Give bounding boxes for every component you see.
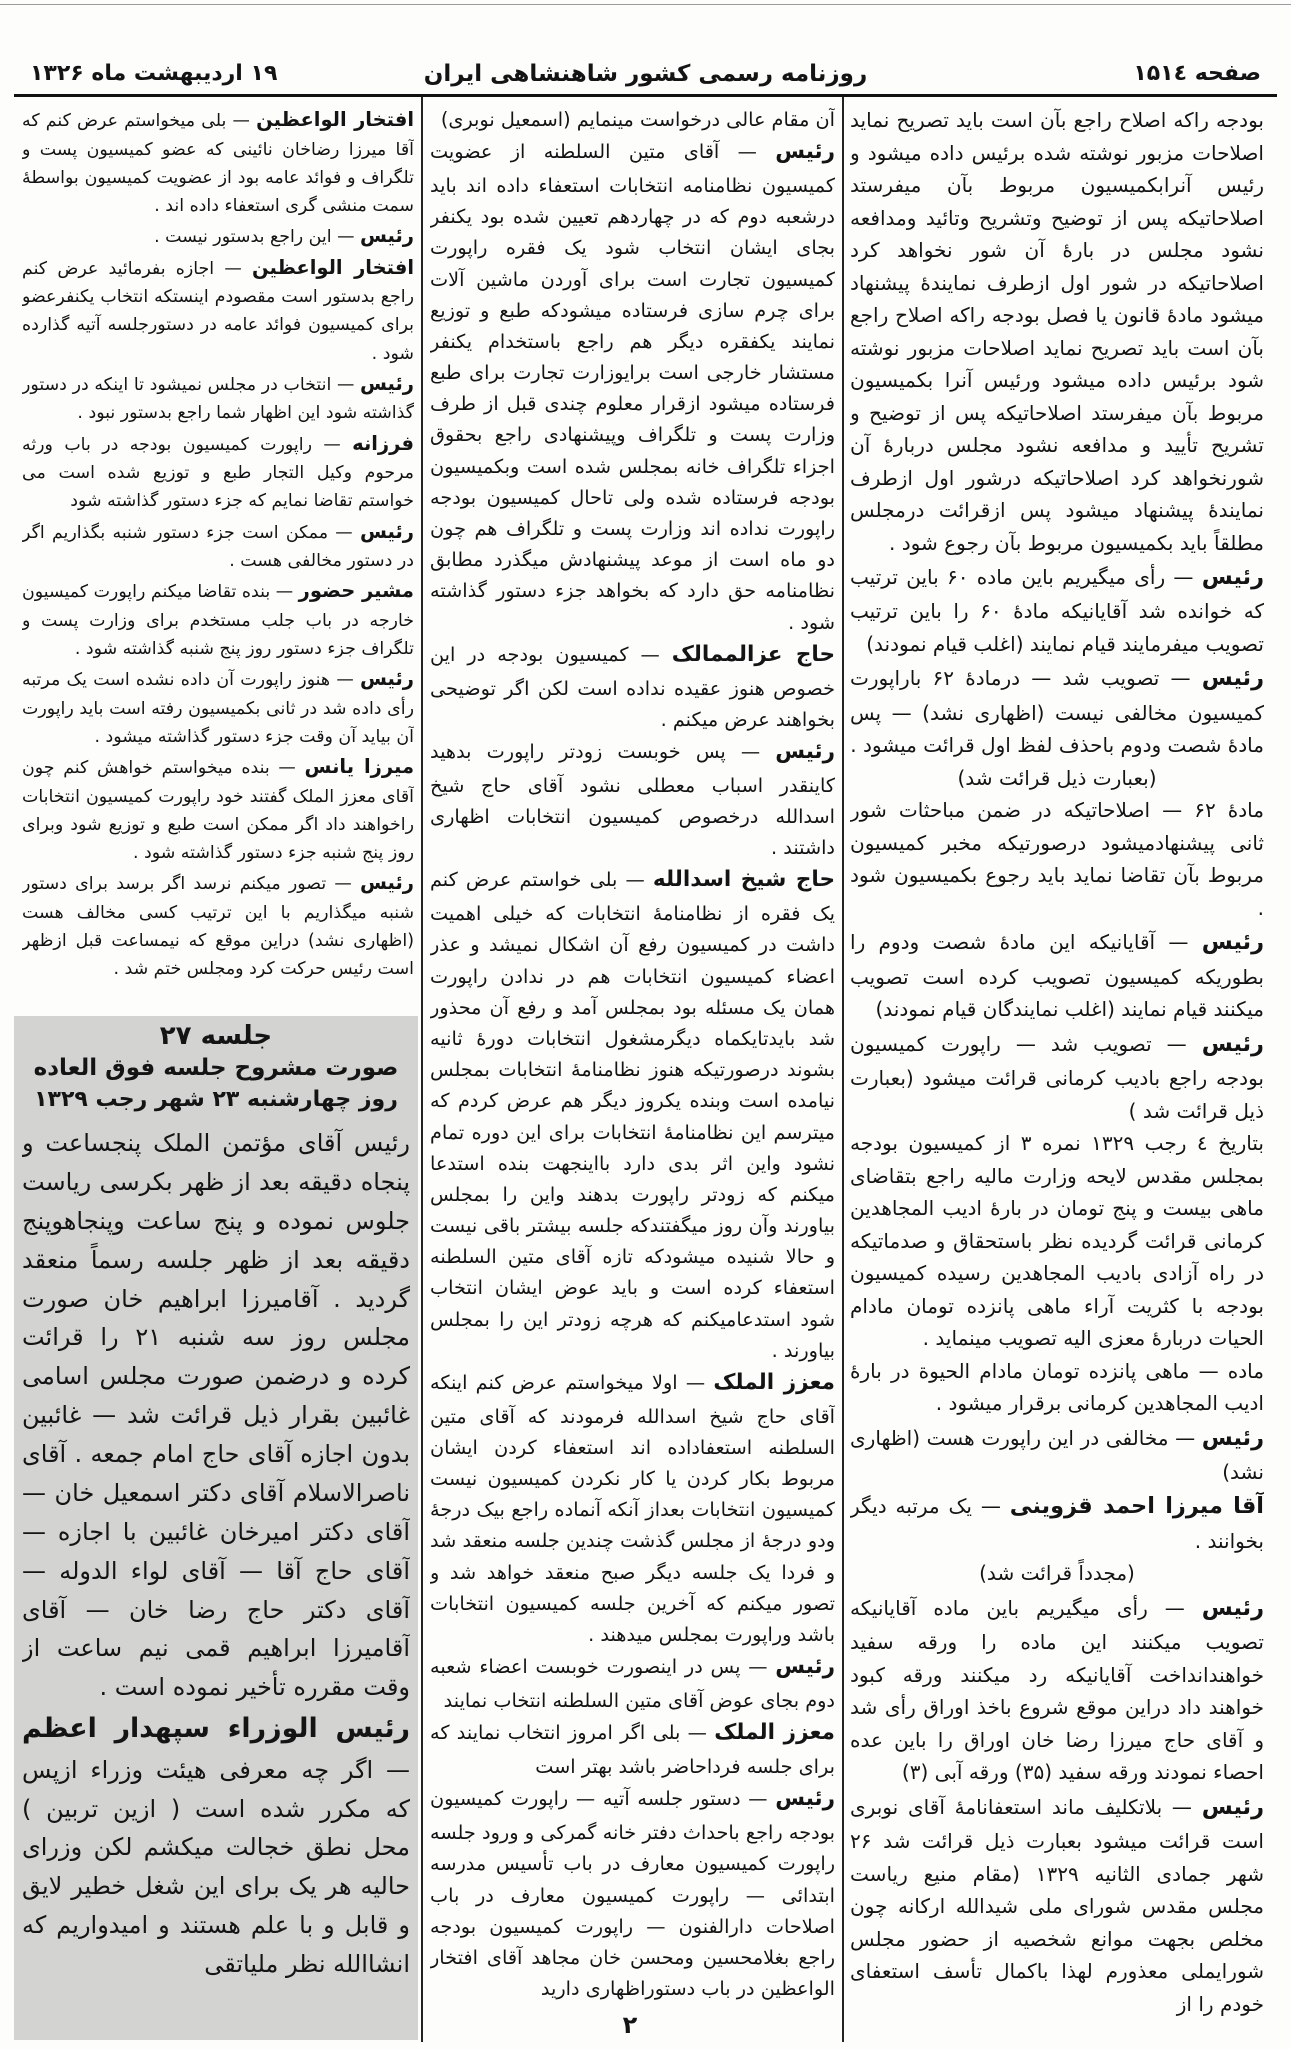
paragraph bbox=[850, 1026, 1264, 1127]
speaker-name: رئیس bbox=[1201, 1793, 1264, 1820]
paragraph-text: — بلی میخواستم عرض کنم که آقا میرزا رضاخان نائینی که عضو کمیسیون پست و تلگراف و فوائد عامه بود از عضویت کمیسیون بواسطهٔ سمت منشی گری استعفاء داده اند . bbox=[22, 111, 414, 216]
column-divider bbox=[421, 97, 423, 2042]
speaker-name: مشیر حضور bbox=[298, 579, 414, 603]
speaker-name: رئیس bbox=[775, 139, 835, 165]
paragraph-text: — تصور میکنم نرسد اگر برسد برای دستور شنبه میگذاریم با این ترتیب کسی مخالف هست (اظهاری نشد) دراین موقع که نیمساعت قبل ازظهر است رئیس حرکت کرد ومجلس ختم شد . bbox=[22, 874, 414, 980]
page-label: صفحه ۱۵۱٤ bbox=[1133, 61, 1261, 86]
speaker-name: رئیس bbox=[775, 1786, 835, 1812]
paragraph-text: — آقایانیکه این مادهٔ شصت ودوم را بطوریکه کمیسیون تصویب کرده است تصویب میکنند قیام نمایند (اغلب نمایندگان قیام نمودند) bbox=[850, 930, 1264, 1022]
paragraph bbox=[430, 135, 835, 638]
paragraph-text: — راپورت کمیسیون بودجه در باب ورثه مرحوم وکیل التجار طبع و توزیع شده است می خواستم تقاضا نمایم که جزء دستور گذاشته شود bbox=[22, 434, 414, 512]
paragraph bbox=[22, 368, 414, 428]
column-divider bbox=[842, 97, 844, 2042]
session-date: روز چهارشنبه ۲۳ شهر رجب ۱۳۲۹ bbox=[34, 1087, 398, 1112]
paragraph-text: — تصویب شد — راپورت کمیسیون بودجه راجع بادیب کرمانی قرائت میشود (بعبارت ذیل قرائت شد ) bbox=[850, 1031, 1264, 1123]
speaker-name: رئیس bbox=[775, 1654, 835, 1680]
paragraph bbox=[22, 252, 414, 368]
paragraph-text: — اولا میخواستم عرض کنم اینکه آقای حاج شیخ اسدالله فرمودند که آقای متین السلطنه استعفاداده اند استعفاء کردن ایشان مربوط بکار کردن یا کار نکردن کمیسیون نیست کمیسیون انتخابات بعداز آنکه آنماده راجع بیک درجهٔ ودو درجهٔ از مجلس گذشت چندین جلسه منعقد شد و فردا یک جلسه دیگر صبح منعقد خواهد شد و تصور میکنم که آخرین جلسه کمیسیون انتخابات باشد وراپورت بمجلس میدهند . bbox=[430, 1370, 835, 1646]
speaker-name: رئیس bbox=[775, 738, 835, 764]
paragraph bbox=[430, 735, 835, 863]
paragraph bbox=[850, 104, 1264, 559]
paragraph-text: — انتخاب در مجلس نمیشود تا اینکه در دستور گذاشته شود این اظهار شما راجع بدستور نبود . bbox=[22, 374, 414, 424]
paragraph bbox=[22, 751, 414, 867]
paragraph-text: مادهٔ ۶۲ — اصلاحاتیکه در ضمن مباحثات شور ثانی پیشنهادمیشود درصورتیکه مخبر کمیسیون مربوط بآن تقاضا نماید باید رجوع بکمیسیون شود . bbox=[850, 798, 1264, 920]
paragraph bbox=[22, 575, 414, 663]
paragraph bbox=[850, 1789, 1264, 2020]
paragraph bbox=[850, 924, 1264, 1025]
paragraph-text: — بلاتکلیف ماند استعفانامهٔ آقای نوبری است قرائت میشود بعبارت ذیل قرائت شد ۲۶ شهر جمادی الثانیه ۱۳۲۹ (مقام منیع ریاست مجلس مقدس شورای ملی شیدالله ارکانه چون مخلص بجهت موانع شخصیه از حضور مجلس شورایملی معذورم لهذا باکمال تأسف استعفای خودم را از bbox=[850, 1794, 1264, 2016]
paragraph bbox=[22, 516, 414, 576]
speaker-name: رئیس bbox=[1201, 929, 1264, 956]
paragraph bbox=[850, 1488, 1264, 1557]
speaker-name: معزز الملک bbox=[713, 1369, 835, 1395]
paragraph-text: — بنده میخواستم خواهش کنم چون آقای معزز الملک گفتند خود راپورت کمیسیون انتخابات راخواهند داد اگر ممکن است طبع و توزیع شود وبرای روز پنج شنبه جزء دستور گذاشته شود . bbox=[22, 758, 414, 864]
paragraph-text: — تصویب شد — درمادهٔ ۶۲ باراپورت کمیسیون مخالفی نیست (اظهاری نشد) — پس مادهٔ شصت ودوم باحذف لفظ اول قرائت میشود . bbox=[850, 666, 1264, 758]
paragraph bbox=[430, 638, 835, 735]
paragraph bbox=[850, 1127, 1264, 1355]
stage-direction bbox=[850, 762, 1264, 795]
paragraph-text: — بنده تقاضا میکنم راپورت کمیسیون خارجه در باب جلب مستخدم برای وزارت پست و تلگراف جزء دستور روز پنج شنبه گذاشته شود . bbox=[22, 582, 414, 659]
paragraph-text: — هنوز راپورت آن داده نشده است یک مرتبه رأی داده شد در ثانی بکمیسیون رفته است باید راپورت آن بیاید آن وقت جزء دستور گذاشته میشود . bbox=[22, 670, 414, 747]
speaker-name: رئیس bbox=[1201, 564, 1264, 590]
session-title: صورت مشروح جلسه فوق العاده bbox=[33, 1055, 399, 1081]
paragraph-text: — بلی اگر امروز انتخاب نمایند که برای جلسه فرداحاضر باشد بهتر است bbox=[430, 1721, 835, 1779]
paragraph-text: (مجدداً قرائت شد) bbox=[979, 1561, 1135, 1586]
session-body bbox=[22, 1124, 410, 2032]
paragraph bbox=[22, 104, 414, 220]
speaker-name: افتخار الواعظین bbox=[256, 108, 414, 131]
paragraph-text: بودجه راکه اصلاح راجع بآن است باید تصریح نماید اصلاحات مزبور نوشته شده برئیس داده میشود و رئیس آنرابکمیسیون مربوط بآن میفرستد اصلاحاتیکه پس از توضیح وتشریح وتائید ومدافعه نشود مجلس در بارهٔ آن شور نخواهد کرد اصلاحاتیکه در شور اول ازطرف نمایندهٔ پیشنهاد میشود مادهٔ قانون یا فصل بودجه راکه اصلاح راجع بآن است باید تصریح نماید اصلاحات مزبور نوشته شود برئیس داده میشود ورئیس آنرا بکمیسیون مربوط بآن میفرستد اصلاحاتیکه پس از توضیح و تشریح تأیید و مدافعه نشود مجلس دربارهٔ آن شورنخواهد کرد اصلاحاتیکه درشور اول ازطرف نمایندهٔ پیشنهاد میشود پس ازقرائت درمجلس مطلقاً باید بکمیسیون مربوط بآن رجوع شود . bbox=[850, 108, 1264, 555]
speaker-name: حاج عزالممالک bbox=[671, 641, 835, 667]
speaker-name: رئیس bbox=[360, 871, 414, 895]
paragraph bbox=[850, 1355, 1264, 1420]
paragraph-text: — کمیسیون بودجه در این خصوص هنوز عقیده نداده است لکن اگر توضیحی بخواهند عرض میکنم . bbox=[430, 642, 835, 731]
speaker-name: فرزانه bbox=[352, 431, 414, 455]
paragraph bbox=[22, 428, 414, 516]
paragraph bbox=[850, 794, 1264, 924]
paragraph-text: — مخالفی در این راپورت هست (اظهاری نشد) bbox=[850, 1425, 1264, 1484]
paragraph bbox=[22, 1707, 410, 1984]
paragraph-text: — یک مرتبه دیگر بخوانند . bbox=[850, 1494, 1264, 1553]
paragraph bbox=[430, 1716, 835, 1782]
scan-top-edge bbox=[0, 4, 1291, 5]
speaker-name: میرزا یانس bbox=[304, 755, 414, 779]
header-rule bbox=[14, 94, 1277, 97]
paragraph-text: — بلی خواستم عرض کنم یک فقره از نظامنامهٔ انتخابات که خیلی اهمیت داشت در کمیسیون رفع آن اشکال نمیشد و عذر اعضاء کمیسیون انتخابات هم در ندادن راپورت همان یک مسئله بود بمجلس آمد و رفع آن محذور شد بایدتایکماه دیگرمشغول انتخابات دورهٔ ثانیه بشوند درصورتیکه هنوز نظامنامهٔ انتخابات بمجلس نیامده است وبنده یکروز دیگر هم عرض کردم که میترسم این نظامنامهٔ انتخابات برای این دوره تمام نشود واین اثر بدی دارد بااینجهت بنده استدعا میکنم که زودتر راپورت بدهند واین را بمجلس بیاورند وآن روز میگفتندکه جلسه بیشتر باقی نیست و حالا شنیده میشودکه تازه آقای متین السلطنه استعفاء کرده است و باید عوض ایشان انتخاب شود استدعامیکنم که هرچه زودتر این را بمجلس بیاورند . bbox=[430, 868, 835, 1362]
paragraph bbox=[430, 863, 835, 1366]
speaker-name: رئیس bbox=[1201, 665, 1264, 692]
paragraph bbox=[22, 220, 414, 252]
paragraph-text: — اگر چه معرفی هیئت وزراء ازپس که مکرر شده است ( ازین تربین ) محل نطق خجالت میکشم لکن وزرای حالیه هر یک برای این شغل خطیر لایق و قابل و با علم هستند و امیدواریم که انشاالله نظر ملیاتقی bbox=[22, 1755, 410, 1979]
paragraph bbox=[430, 1782, 835, 2004]
paragraph bbox=[22, 867, 414, 983]
speaker-name: رئیس الوزراء سپهدار اعظم bbox=[22, 1713, 410, 1745]
page-number: ۲ bbox=[622, 2011, 638, 2039]
speaker-name: رئیس bbox=[1201, 1424, 1264, 1451]
paragraph bbox=[850, 660, 1264, 761]
speaker-name: معزز الملک bbox=[714, 1720, 835, 1746]
paragraph bbox=[850, 1590, 1264, 1789]
paragraph bbox=[850, 1420, 1264, 1489]
paragraph-text: — آقای متین السلطنه از عضویت کمیسیون نظامنامه انتخابات استعفاء داده اند باید درشعبه دوم که در چهاردهم تعیین شده بود یکنفر بجای ایشان انتخاب شود یک فقره راپورت کمیسیون تجارت است برای آوردن ماشین آلات برای چرم سازی فرستاده میشودکه طبع و توزیع نمایند یکفقره دیگر هم راجع باستخدام یکنفر مستشار خارجی است برایوزارت تجارت برای طبع فرستاده میشود ازقرار معلوم چندی قبل از طرف وزارت پست و تلگراف وپیشنهادی راجع بحقوق اجزاء تلگراف خانه بمجلس شده است وبکمیسیون بودجه فرستاده شده ولی تاحال کمیسیون بودجه راپورت نداده اند وزارت پست و تلگراف هم چون دو ماه است از موعد پیشنهادش میگذرد مطابق نظامنامه حق دارد که بخواهد جزء دستور گذاشته شود . bbox=[430, 140, 835, 634]
paragraph bbox=[850, 559, 1264, 660]
paragraph-text: — ممکن است جزء دستور شنبه بگذاریم اگر در دستور مخالفی هست . bbox=[22, 522, 414, 572]
paragraph-text: رئیس آقای مؤتمن الملک پنجساعت و پنجاه دقیقه بعد از ظهر بکرسی ریاست جلوس نموده و پنج ساعت وپنجاهوپنج دقیقه بعد از ظهر جلسه رسماً منعقد گردید . آقامیرزا ابراهیم خان صورت مجلس روز سه شنبه ۲۱ را قرائت کرده و درضمن صورت مجلس اسامی غائبین بقرار ذیل قرائت شد — غائبین بدون اجازه آقای حاج امام جمعه . آقای ناصرالاسلام آقای دکتر اسمعیل خان — آقای دکتر امیرخان غائبین با اجازه — آقای حاج آقا — آقای لواء الدوله — آقای دکتر حاج رضا خان — آقای آقامیرزا ابراهیم قمی نیم ساعت از وقت مقرره تأخیر نموده است . bbox=[22, 1129, 410, 1702]
paragraph-text: — پس در اینصورت خوبست اعضاء شعبه دوم بجای عوض آقای متین السلطنه انتخاب نمایند bbox=[430, 1655, 835, 1713]
speaker-name: رئیس bbox=[360, 224, 414, 248]
speaker-name: حاج شیخ اسدالله bbox=[652, 867, 835, 893]
paragraph-text: — رأی میگیریم باین ماده ۶۰ باین ترتیب که خوانده شد آقایانیکه مادهٔ ۶۰ را باین ترتیب تصویب میفرمایند قیام نمایند (اغلب قیام نمودند) bbox=[850, 565, 1264, 656]
speaker-name: رئیس bbox=[359, 519, 414, 543]
speaker-name: رئیس bbox=[360, 667, 414, 691]
speaker-name: رئیس bbox=[1201, 1594, 1264, 1621]
paragraph bbox=[22, 1124, 410, 1707]
paragraph-text: ماده — ماهی پانزده تومان مادام الحیوة در بارهٔ ادیب المجاهدین کرمانی برقرار میشود . bbox=[850, 1358, 1264, 1416]
paragraph-text: بتاریخ ٤ رجب ۱۳۲۹ نمره ۳ از کمیسیون بودجه بمجلس مقدس لایحه وزارت مالیه راجع بتقاضای ماهی بیست و پنج تومان در بارهٔ ادیب المجاهدین کرمانی قرائت گردیده نظر باستحقاق و صدماتیکه در راه آزادی بادیب المجاهدین رسیده کمیسیون بودجه با کثریت آراء ماهی پانزده تومان مادام الحیات دربارهٔ معزی الیه تصویب مینماید . bbox=[850, 1131, 1264, 1351]
paragraph bbox=[430, 104, 835, 135]
column-left bbox=[22, 104, 414, 1006]
speaker-name: آقا میرزا احمد قزوینی bbox=[1009, 1493, 1264, 1520]
paragraph-text: آن مقام عالی درخواست مینمایم (اسمعیل نوبری) bbox=[440, 108, 835, 131]
gazette-title: روزنامه رسمی کشور شاهنشاهی ایران bbox=[423, 61, 868, 87]
speaker-name: رئیس bbox=[1201, 1030, 1264, 1057]
column-middle bbox=[430, 104, 835, 2004]
speaker-name: افتخار الواعظین bbox=[252, 255, 414, 279]
paragraph bbox=[430, 1366, 835, 1650]
column-right bbox=[850, 104, 1264, 2032]
paragraph bbox=[430, 1650, 835, 1716]
paragraph-text: (بعبارت ذیل قرائت شد) bbox=[957, 765, 1157, 790]
paragraph-text: — پس خوبست زودتر راپورت بدهید کاینقدر اسباب معطلی نشود آقای حاج شیخ اسدالله درخصوص کمیسیون انتخابات اظهاری داشتند . bbox=[430, 739, 835, 860]
session-number: جلسه ۲۷ bbox=[159, 1021, 273, 1051]
issue-date: ۱۹ اردیبهشت ماه ۱۳۲۶ bbox=[30, 61, 278, 86]
stage-direction bbox=[850, 1557, 1264, 1590]
speaker-name: رئیس bbox=[360, 371, 414, 395]
paragraph-text: — رأی میگیریم باین ماده آقایانیکه تصویب میکنند این ماده را ورقه سفید خواهندانداخت آقایانیکه رد میکنند ورقه کبود خواهند داد دراین موقع شروع باخذ اوراق رأی شد و آقای حاج میرزا رضا خان اوراق را باین عده احصاء نمودند ورقه سفید (۳۵) ورقه آبی (۳) bbox=[850, 1595, 1264, 1785]
session-box bbox=[14, 1016, 418, 2040]
paragraph-text: — دستور جلسه آتیه — راپورت کمیسیون بودجه راجع باحداث دفتر خانه گمرکی و ورود جلسه راپورت کمیسیون معارف در باب تأسیس مدرسه ابتدائی — راپورت کمیسیون معارف در باب اصلاحات دارالفنون — راپورت کمیسیون بودجه راجع بغلامحسین ومحسن خان مجاهد آقای افتخار الواعظین در باب دستوراظهاری دارید bbox=[430, 1787, 835, 2001]
paragraph bbox=[22, 663, 414, 751]
paragraph-text: — این راجع بدستور نیست . bbox=[154, 227, 355, 248]
paragraph-text: — اجازه بفرمائید عرض کنم راجع بدستور است مقصودم اینستکه انتخاب یکنفرعضو برای کمیسیون فوائد عامه در دستورجلسه آتیه گذارده شود . bbox=[22, 258, 414, 364]
